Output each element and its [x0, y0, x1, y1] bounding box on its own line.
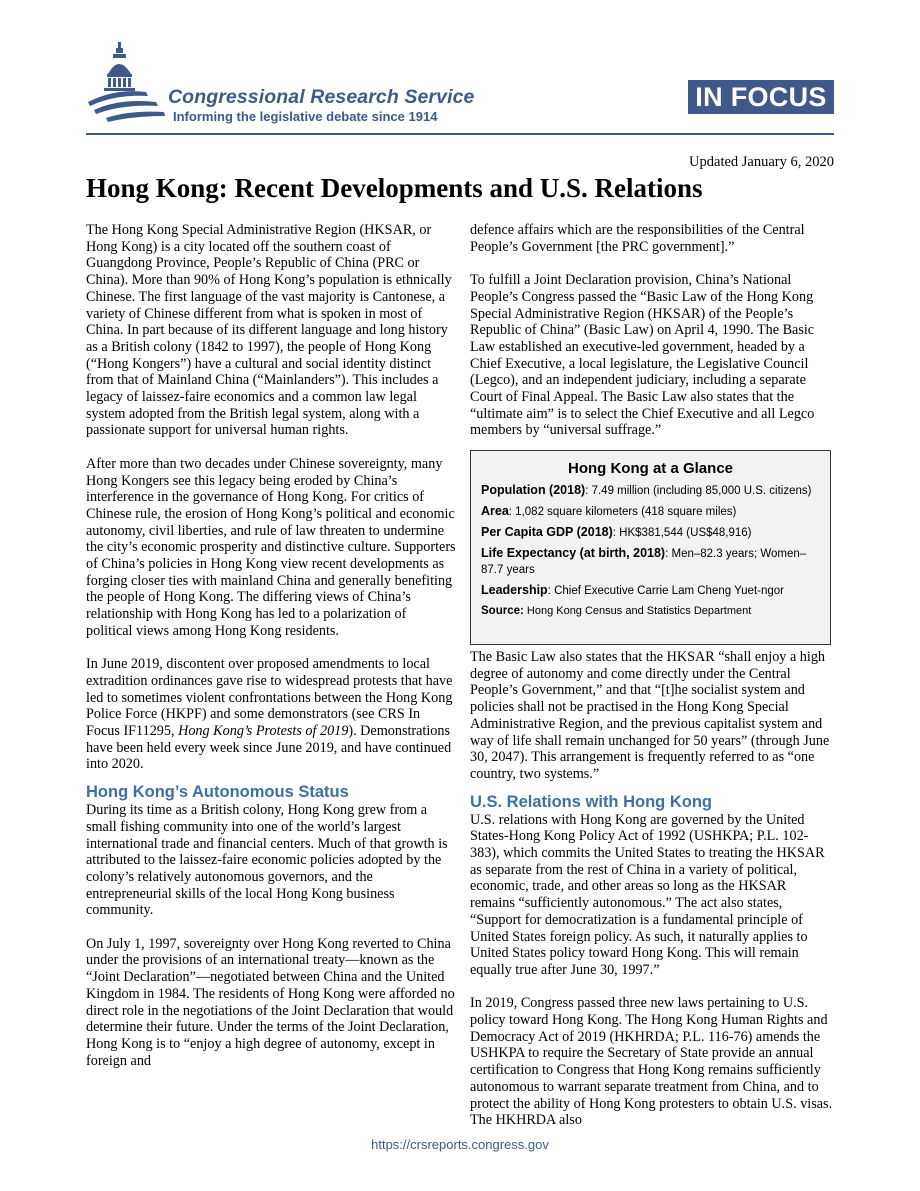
right-column-top	[470, 222, 834, 439]
paragraph: The Hong Kong Special Administrative Region (HKSAR, or Hong Kong) is a city located off the southern coast of Guangdong Province, People’s Republic of China (PRC or China). More than 90% of Hong Kong’s population is ethnically Chinese. The first language of the vast majority is Cantonese, a variety of Chinese different from what is spoken in most of China. In part because of its different language and long history as a British colony (1842 to 1997), the people of Hong Kong (“Hong Kongers”) have a cultural and social identity distinct from that of Mainland China (“Mainlanders”). This includes a legacy of laissez-faire economics and a common law legal system adopted from the British legal system, along with a passionate support for universal human rights.	[86, 222, 452, 439]
section-heading-autonomous-status: Hong Kong’s Autonomous Status	[86, 783, 349, 802]
org-tagline: Informing the legislative debate since 1914	[173, 109, 438, 124]
left-column	[86, 222, 456, 1069]
glance-life-expectancy: Life Expectancy (at birth, 2018): Men–82.3 years; Women–87.7 years	[481, 546, 807, 576]
paragraph: After more than two decades under Chinese sovereignty, many Hong Kongers see this legacy being eroded by China’s interference in the governance of Hong Kong. For critics of Chinese rule, the erosion of Hong Kong’s political and economic autonomy, civil liberties, and rule of law threaten to undermine the city’s economic prosperity and distinctive culture. Supporters of China’s policies in Hong Kong view recent developments as forging closer ties with mainland China and generally benefiting the people of Hong Kong. The differing views of China’s relationship with Hong Kong has led to a polarization of political views among Hong Kong residents.	[86, 455, 456, 639]
paragraph: During its time as a British colony, Hong Kong grew from a small fishing community into one of the world’s largest international trade and financial centers. Much of that growth is attributed to the laissez-faire economic policies adopted by the colony’s relatively autonomous governors, and the entrepreneurial skills of the local Hong Kong business community.	[86, 802, 448, 919]
section-heading-us-relations: U.S. Relations with Hong Kong	[470, 792, 712, 811]
cited-report-title: Hong Kong’s Protests of 2019	[178, 723, 349, 740]
glance-title: Hong Kong at a Glance	[567, 460, 733, 477]
updated-date: Updated January 6, 2020	[689, 154, 834, 170]
paragraph: The Basic Law also states that the HKSAR “shall enjoy a high degree of autonomy and come directly under the Central People’s Government,” and that “[t]he socialist system and policies shall not be practised in the Hong Kong Special Administrative Region, and the previous capitalist system and way of life shall remain unchanged for 50 years” (through June 30, 2047). This arrangement is frequently referred to as “one country, two systems.”	[470, 649, 830, 782]
glance-leadership: Leadership: Chief Executive Carrie Lam Cheng Yuet-ngor	[481, 583, 784, 597]
paragraph: To fulfill a Joint Declaration provision, China’s National People’s Congress passed the “Basic Law of the Hong Kong Special Administrative Region (HKSAR) of the People’s Republic of China” (Basic Law) on April 4, 1990. The Basic Law established an executive-led government, headed by a Chief Executive, a local legislature, the Legislative Council (Legco), and an independent judiciary, including a separate Court of Final Appeal. The Basic Law also states that the “ultimate aim” is to select the Chief Executive and all Legco members by “universal suffrage.”	[470, 272, 815, 439]
paragraph: In 2019, Congress passed three new laws pertaining to U.S. policy toward Hong Kong. The Hong Kong Human Rights and Democracy Act of 2019 (HKHRDA; P.L. 116-76) amends the USHKPA to require the Secretary of State provide an annual certification to Congress that Hong Kong remains sufficiently autonomous to warrant separate treatment from China, and to protect the ability of Hong Kong protesters to obtain U.S. visas. The HKHRDA also	[470, 995, 833, 1129]
glance-source: Source: Hong Kong Census and Statistics Department	[481, 605, 752, 617]
paragraph: On July 1, 1997, sovereignty over Hong Kong reverted to China under the provisions of an international treaty—known as the “Joint Declaration”—negotiated between China and the United Kingdom in 1984. The residents of Hong Kong were afforded no direct role in the negotiations of the Joint Declaration that would determine their future. Under the terms of the Joint Declaration, Hong Kong is to “enjoy a high degree of autonomy, except in foreign and	[86, 935, 455, 1069]
glance-population: Population (2018): 7.49 million (including 85,000 U.S. citizens)	[481, 483, 812, 497]
org-name: Congressional Research Service	[168, 86, 475, 108]
right-column-bottom	[470, 649, 834, 1129]
page-title: Hong Kong: Recent Developments and U.S. Relations	[86, 173, 703, 203]
glance-area: Area: 1,082 square kilometers (418 square miles)	[481, 504, 737, 518]
hong-kong-at-a-glance-box	[470, 450, 831, 645]
footer-url-link[interactable]: https://crsreports.congress.gov	[371, 1137, 549, 1152]
paragraph: U.S. relations with Hong Kong are governed by the United States-Hong Kong Policy Act of 1992 (USHKPA; P.L. 102-383), which commits the United States to treating the HKSAR as separate from the rest of China in a variety of political, economic, trade, and other areas so long as the HKSAR remains “sufficiently autonomous.” The act also states, “Support for democratization is a fundamental principle of United States foreign policy. As such, it naturally applies to United States policy toward Hong Kong. This will remain equally true after June 30, 1997.”	[470, 811, 825, 978]
paragraph: defence affairs which are the responsibilities of the Central People’s Government [the PRC government].”	[470, 222, 805, 255]
capitol-dome-icon	[86, 42, 166, 128]
paragraph: In June 2019, discontent over proposed amendments to local extradition ordinances gave rise to widespread protests that have led to sometimes violent confrontations between the Hong Kong Police Force (HKPF) and some demonstrators (see CRS In Focus IF11295, Hong Kong’s Protests of 2019). Demonstrations have been held every week since June 2019, and have continued into 2020.	[86, 656, 453, 773]
header-divider	[86, 133, 834, 135]
glance-gdp: Per Capita GDP (2018): HK$381,544 (US$48,916)	[481, 525, 752, 539]
in-focus-badge: IN FOCUS	[688, 80, 834, 114]
